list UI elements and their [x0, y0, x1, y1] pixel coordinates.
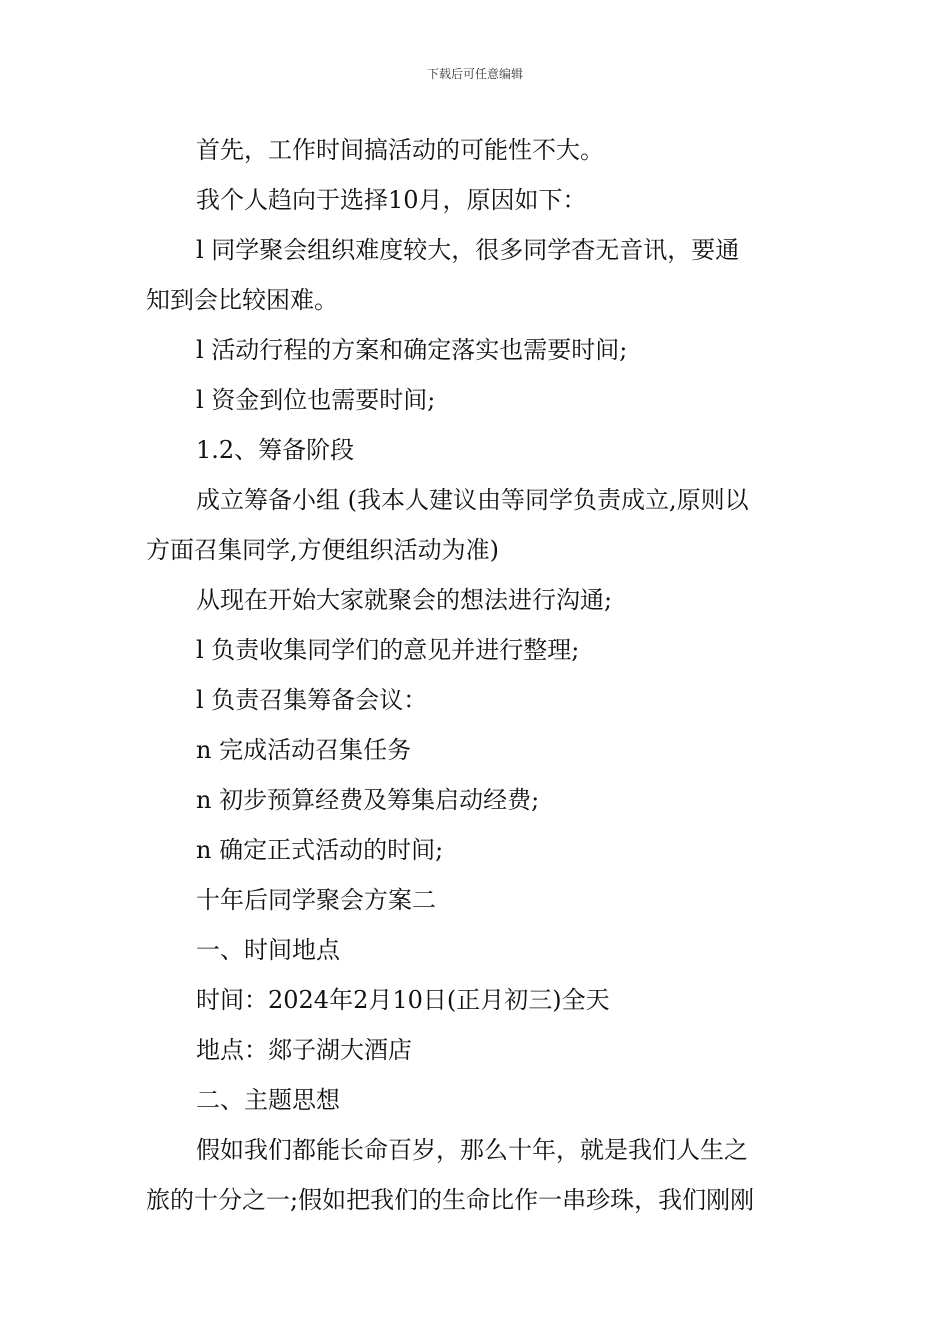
- paragraph-line: 我个人趋向于选择10月，原因如下：: [196, 186, 587, 214]
- time-line: 时间：2024年2月10日(正月初三)全天: [196, 986, 610, 1014]
- bullet-line: l 负责召集筹备会议：: [196, 686, 428, 714]
- paragraph-line: 从现在开始大家就聚会的想法进行沟通;: [196, 586, 613, 614]
- paragraph-line: 假如我们都能长命百岁，那么十年，就是我们人生之: [196, 1136, 748, 1164]
- bullet-line: l 活动行程的方案和确定落实也需要时间;: [196, 336, 628, 364]
- bullet-line: l 同学聚会组织难度较大，很多同学杳无音讯，要通: [196, 236, 740, 264]
- bullet-line: l 负责收集同学们的意见并进行整理;: [196, 636, 580, 664]
- sub-bullet-line: n 确定正式活动的时间;: [196, 836, 444, 864]
- paragraph-continuation: 知到会比较困难。: [146, 286, 338, 314]
- page-header-note: 下载后可任意编辑: [426, 67, 523, 81]
- section-heading: 二、主题思想: [196, 1086, 340, 1114]
- sub-bullet-line: n 初步预算经费及筹集启动经费;: [196, 786, 540, 814]
- paragraph-continuation: 方面召集同学,方便组织活动为准): [146, 536, 499, 564]
- location-line: 地点：郯子湖大酒店: [196, 1036, 412, 1064]
- bullet-line: l 资金到位也需要时间;: [196, 386, 436, 414]
- sub-bullet-line: n 完成活动召集任务: [196, 736, 412, 764]
- section-heading: 1.2、筹备阶段: [196, 436, 355, 464]
- section-heading: 一、时间地点: [196, 936, 340, 964]
- document-title: 十年后同学聚会方案二: [196, 886, 436, 914]
- paragraph-line: 成立筹备小组 (我本人建议由等同学负责成立,原则以: [196, 486, 749, 514]
- paragraph-line: 首先，工作时间搞活动的可能性不大。: [196, 136, 604, 164]
- paragraph-continuation: 旅的十分之一;假如把我们的生命比作一串珍珠，我们刚刚: [146, 1186, 755, 1214]
